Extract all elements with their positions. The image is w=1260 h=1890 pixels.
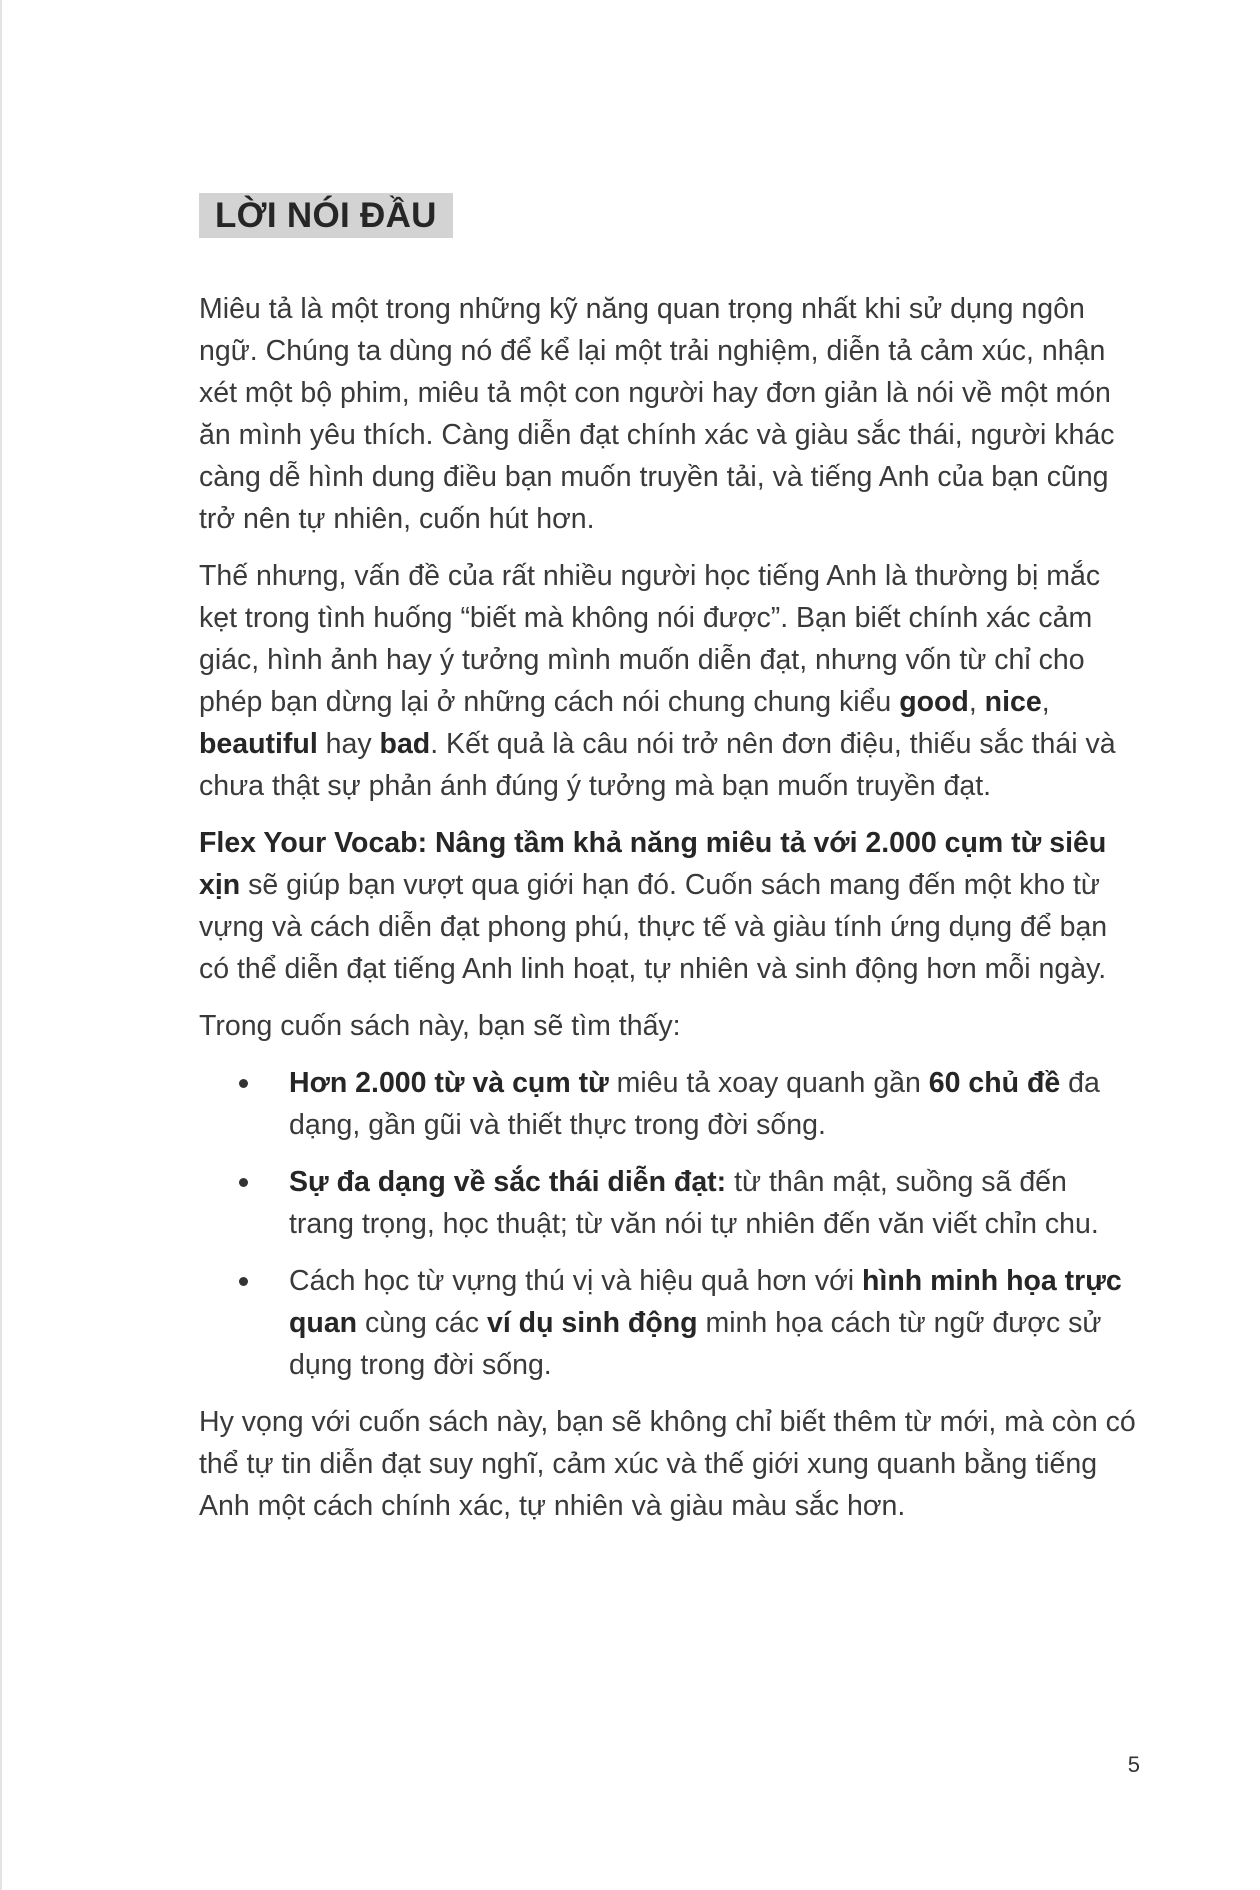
- text-run: hay: [317, 728, 380, 760]
- bold-term-good: good: [899, 686, 969, 718]
- bold-term-beautiful: beautiful: [199, 728, 318, 760]
- list-item: [199, 1062, 1139, 1146]
- book-title: Flex Your Vocab: Nâng tầm khả năng miêu tả với 2.000 cụm từ siêu xịn: [199, 827, 1107, 901]
- text-run: ,: [1041, 686, 1050, 718]
- list-item: [199, 1260, 1139, 1386]
- list-item: [199, 1161, 1139, 1245]
- list-item-text: [289, 1166, 1099, 1240]
- bullet-icon: [239, 1079, 248, 1088]
- text-run: ,: [968, 686, 985, 718]
- bold-phrase: 60 chủ đề: [928, 1067, 1061, 1099]
- text-run: từ thân mật, suồng sã đến trang trọng, học thuật; từ văn nói tự nhiên đến văn viết chỉn chu.: [289, 1166, 1099, 1240]
- paragraph-problem: [199, 555, 1139, 807]
- paragraph-list-intro: Trong cuốn sách này, bạn sẽ tìm thấy:: [199, 1010, 681, 1042]
- heading-highlight: [199, 193, 453, 238]
- page-heading: LỜI NÓI ĐẦU: [215, 196, 437, 235]
- body-text: [199, 288, 1139, 1542]
- list-item-text: [289, 1067, 1100, 1141]
- text-run: . Kết quả là câu nói trở nên đơn điệu, thiếu sắc thái và chưa thật sự phản ánh đúng ý tưởng mà bạn muốn truyền đạt.: [199, 728, 1116, 802]
- bold-phrase: Sự đa dạng về sắc thái diễn đạt:: [289, 1166, 727, 1198]
- text-run: đa dạng, gần gũi và thiết thực trong đời sống.: [289, 1067, 1100, 1141]
- bullet-icon: [239, 1178, 248, 1187]
- bullet-icon: [239, 1277, 248, 1286]
- bold-term-bad: bad: [379, 728, 431, 760]
- text-run: minh họa cách từ ngữ được sử dụng trong đời sống.: [289, 1307, 1102, 1381]
- paragraph-intro: Miêu tả là một trong những kỹ năng quan trọng nhất khi sử dụng ngôn ngữ. Chúng ta dùng nó để kể lại một trải nghiệm, diễn tả cảm xúc, nhận xét một bộ phim, miêu tả một con người hay đơn giản là nói về một món ăn mình yêu thích. Càng diễn đạt chính xác và giàu sắc thái, người khác càng dễ hình dung điều bạn muốn truyền tải, và tiếng Anh của bạn cũng trở nên tự nhiên, cuốn hút hơn.: [199, 293, 1115, 535]
- paragraph-closing: Hy vọng với cuốn sách này, bạn sẽ không chỉ biết thêm từ mới, mà còn có thể tự tin diễn đạt suy nghĩ, cảm xúc và thế giới xung quanh bằng tiếng Anh một cách chính xác, tự nhiên và giàu màu sắc hơn.: [199, 1406, 1136, 1522]
- text-run: sẽ giúp bạn vượt qua giới hạn đó. Cuốn sách mang đến một kho từ vựng và cách diễn đạt phong phú, thực tế và giàu tính ứng dụng để bạn có thể diễn đạt tiếng Anh linh hoạt, tự nhiên và sinh động hơn mỗi ngày.: [199, 869, 1108, 985]
- feature-list: [199, 1062, 1139, 1386]
- bold-term-nice: nice: [984, 686, 1042, 718]
- paragraph-book-intro: [199, 822, 1139, 990]
- text-run: Cách học từ vựng thú vị và hiệu quả hơn với: [289, 1265, 863, 1297]
- page-edge: [0, 0, 2, 1890]
- text-run: Thế nhưng, vấn đề của rất nhiều người học tiếng Anh là thường bị mắc kẹt trong tình huống “biết mà không nói được”. Bạn biết chính xác cảm giác, hình ảnh hay ý tưởng mình muốn diễn đạt, nhưng vốn từ chỉ cho phép bạn dừng lại ở những cách nói chung chung kiểu: [199, 560, 1101, 718]
- text-run: cùng các: [357, 1307, 487, 1339]
- bold-phrase: ví dụ sinh động: [486, 1307, 698, 1339]
- bold-phrase: Hơn 2.000 từ và cụm từ: [289, 1067, 609, 1099]
- text-run: miêu tả xoay quanh gần: [608, 1067, 929, 1099]
- list-item-text: [289, 1265, 1122, 1381]
- page-number: 5: [1127, 1752, 1140, 1777]
- bold-phrase: hình minh họa trực quan: [289, 1265, 1122, 1339]
